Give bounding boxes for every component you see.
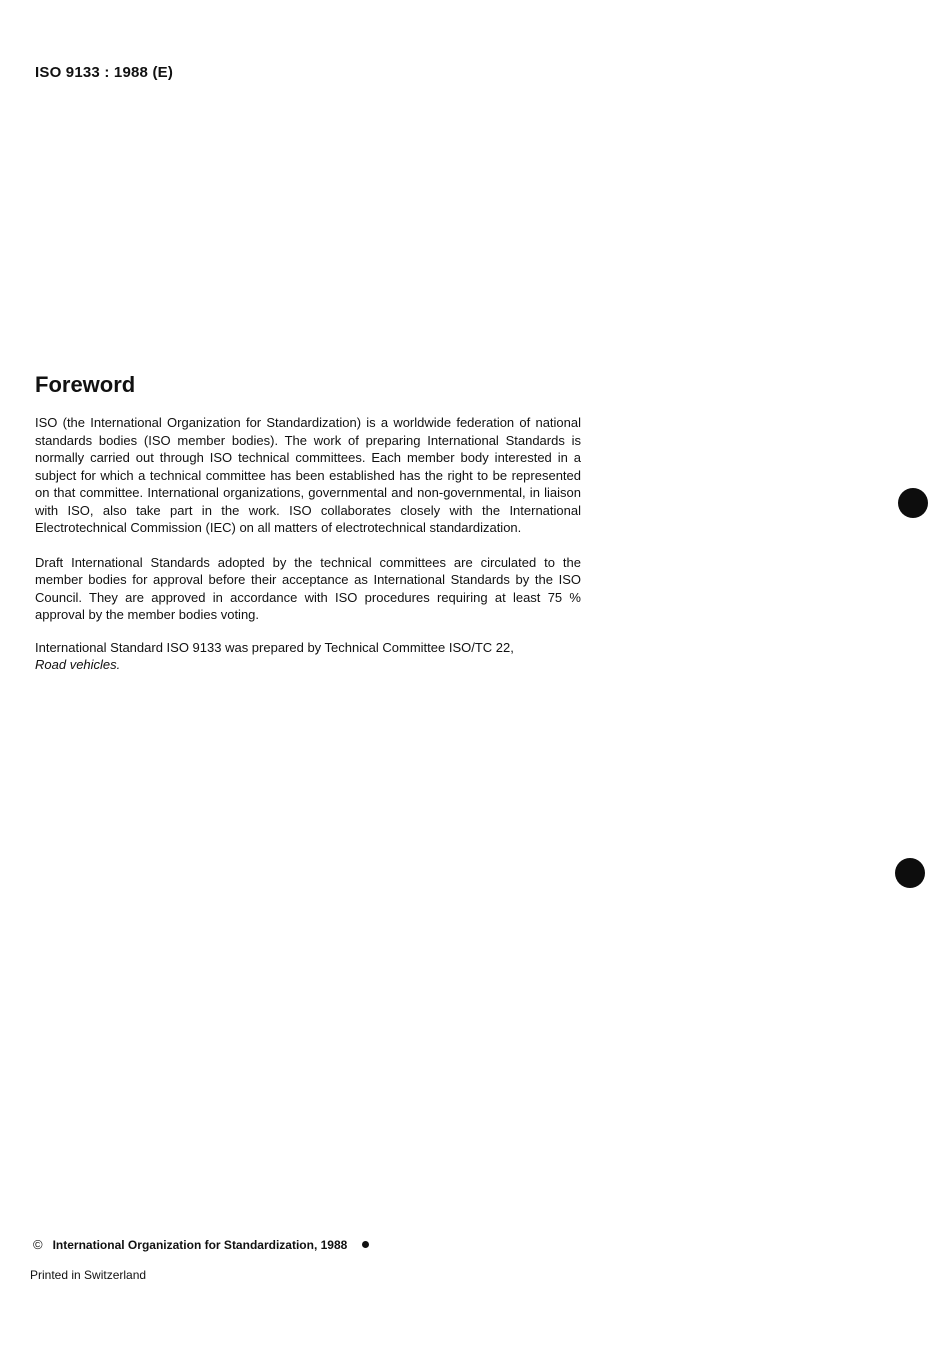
printed-location: Printed in Switzerland <box>30 1268 147 1282</box>
copyright-notice <box>33 1237 369 1252</box>
binding-hole-mark-upper <box>898 488 928 518</box>
prepared-by-text: International Standard ISO 9133 was prepared by Technical Committee ISO/TC 22, <box>35 639 514 655</box>
foreword-heading: Foreword <box>35 372 136 397</box>
copyright-text: International Organization for Standardization, 1988 <box>52 1237 348 1252</box>
copyright-icon: © <box>33 1237 43 1252</box>
foreword-paragraph-1: ISO (the International Organization for Standardization) is a worldwide federation of national standards bodies (ISO member bodies). The work of preparing International Standards is normally carried out through ISO technical committees. Each member body interested in a subject for which a technical committee has been established has the right to be represented on that committee. International organizations, governmental and non-governmental, in liaison with ISO, also take part in the work. ISO collaborates closely with the International Electrotechnical Commission (IEC) on all matters of electrotechnical standardization. <box>35 415 581 535</box>
committee-name: Road vehicles. <box>35 657 121 672</box>
foreword-body <box>35 414 581 691</box>
foreword-paragraph-3 <box>35 639 581 674</box>
foreword-paragraph-2: Draft International Standards adopted by the technical committees are circulated to the member bodies for approval before their acceptance as International Standards by the ISO Council. They are approved in accordance with ISO procedures requiring at least 75 % approval by the member bodies voting. <box>35 554 581 622</box>
bullet-icon <box>362 1241 369 1248</box>
binding-hole-mark-lower <box>895 858 925 888</box>
document-identifier: ISO 9133 : 1988 (E) <box>35 64 174 81</box>
